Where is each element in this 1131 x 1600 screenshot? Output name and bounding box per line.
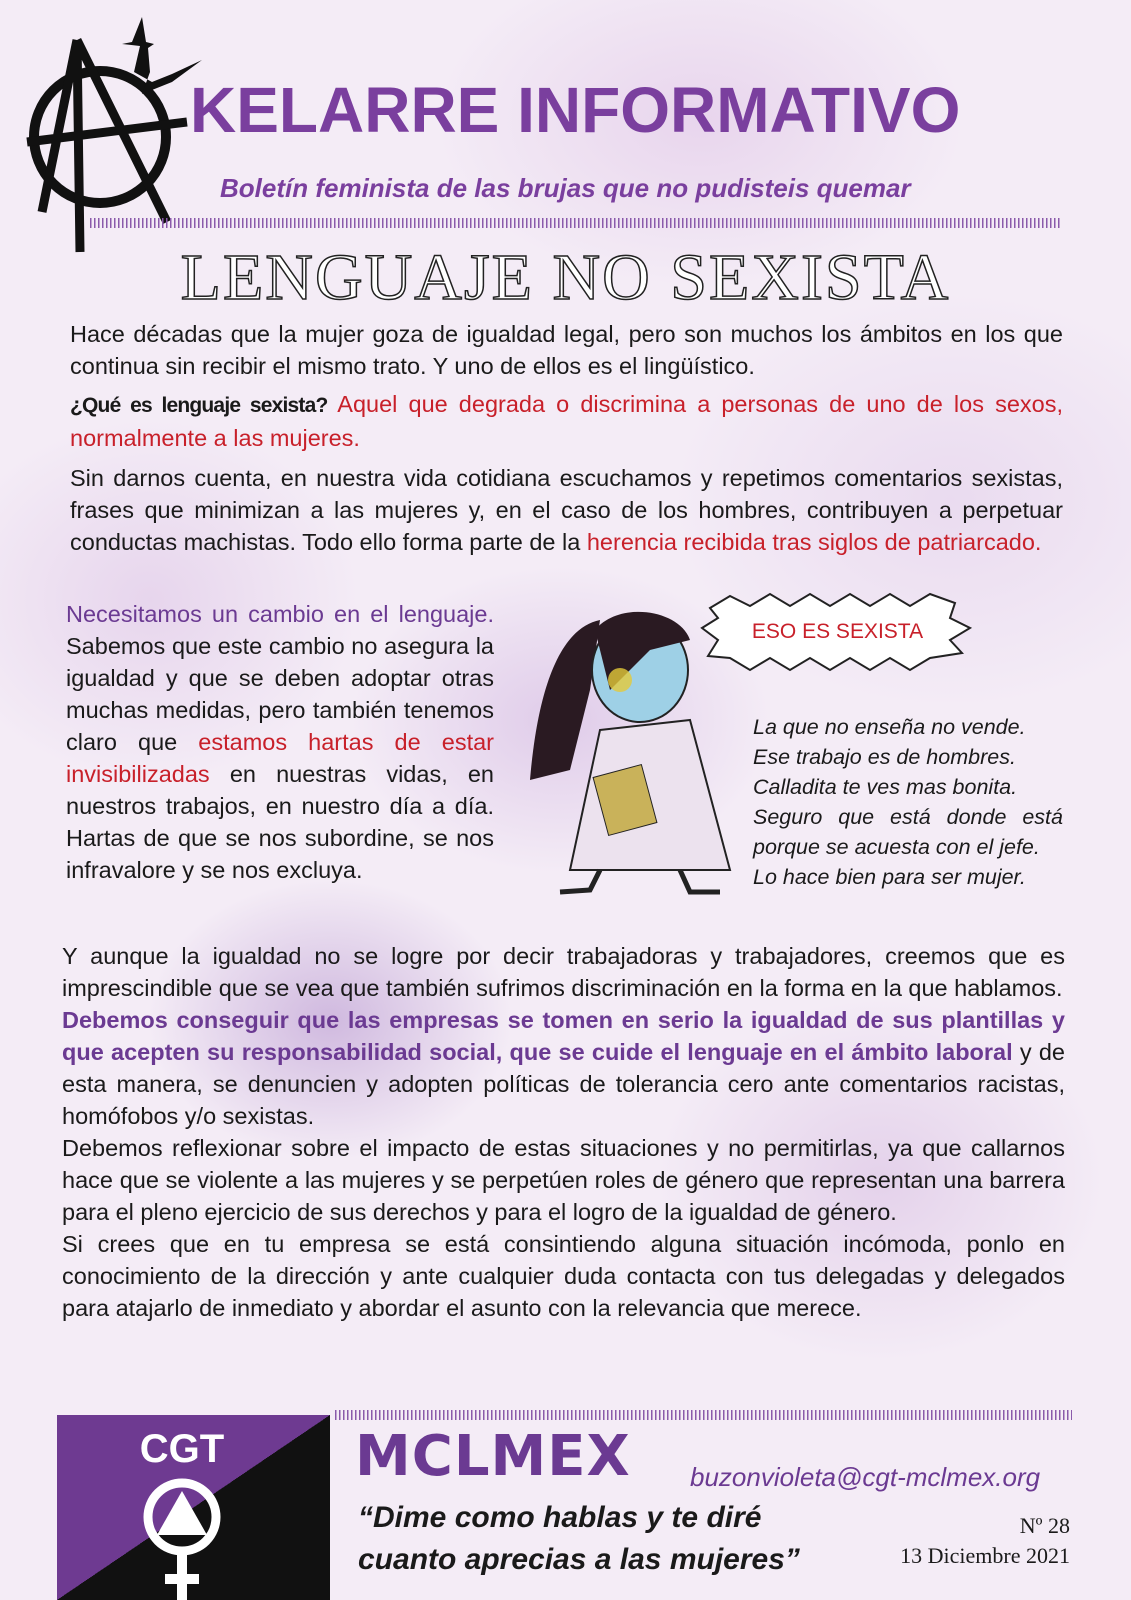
phrase: Seguro que está donde está porque se acuesta con el jefe. [753, 805, 1063, 859]
text: en nuestras vidas, en nuestros trabajos, en nuestro día a día. Hartas de que se nos subordine, se nos infravalore y se nos excluya. [66, 761, 494, 883]
paragraph-definition [70, 388, 1063, 454]
footer-divider [335, 1410, 1072, 1420]
paragraph: Debemos reflexionar sobre el impacto de estas situaciones y no permitirlas, ya que callarnos hace que se violente a las mujeres y se perpetúen roles de género que representan una barrera para el pleno ejercicio de sus derechos y para el logro de la igualdad de género. [62, 1135, 1065, 1225]
issue-number: Nº 28 [1019, 1513, 1070, 1538]
quote-line: cuanto aprecias a las mujeres” [358, 1543, 800, 1576]
question: ¿Qué es lenguaje sexista? [70, 394, 328, 417]
cgt-logo [57, 1415, 330, 1600]
quote-line: “Dime como hablas y te diré [358, 1501, 762, 1534]
contact-email[interactable]: buzonvioleta@cgt-mclmex.org [690, 1462, 1041, 1492]
highlight: herencia recibida tras siglos de patriarcado. [586, 529, 1042, 555]
phrase: Calladita te ves mas bonita. [753, 775, 1018, 799]
footer-quote [358, 1497, 878, 1581]
phrase: Ese trabajo es de hombres. [753, 745, 1016, 769]
cgt-label: CGT [139, 1427, 225, 1471]
article-heading: LENGUAJE NO SEXISTA [180, 241, 951, 314]
divider [90, 218, 1062, 228]
issue-date: 13 Diciembre 2021 [900, 1543, 1070, 1568]
bubble-text: ESO ES SEXISTA [751, 620, 924, 643]
phrase: Lo hace bien para ser mujer. [753, 865, 1026, 889]
feminist-symbol-icon [137, 1477, 227, 1600]
paragraphs-conclusion [62, 940, 1065, 1324]
paragraph-heritage [70, 462, 1063, 558]
text: Sin darnos cuenta, en nuestra vida cotidiana escuchamos y repetimos comentarios sexistas, frases que minimizan a las mujeres y, en el caso de los hombres, contribuyen a perpetuar conductas machistas. Todo ello forma parte de la [70, 465, 1063, 555]
paragraph: Si crees que en tu empresa se está consintiendo alguna situación incómoda, ponlo en conocimiento de la dirección y ante cualquier duda contacta con tus delegadas y delegados para atajarlo de inmediato y abordar el asunto con la relevancia que merece. [62, 1231, 1065, 1321]
sexist-phrases-list [753, 712, 1063, 892]
highlight: Debemos conseguir que las empresas se tomen en serio la igualdad de sus plantillas y que acepten su responsabilidad social, que se cuide el lenguaje en el ámbito laboral [62, 1007, 1065, 1065]
phrase: La que no enseña no vende. [753, 715, 1026, 739]
paragraph: Y aunque la igualdad no se logre por decir trabajadoras y trabajadores, creemos que es imprescindible que se vea que también sufrimos discriminación en la forma en la que hablamos. [62, 943, 1065, 1001]
text: Sabemos que este cambio no asegura la igualdad y que se deben adoptar otras muchas medidas, pero también tenemos claro que [66, 633, 494, 755]
newsletter-subtitle: Boletín feminista de las brujas que no pudisteis quemar [220, 173, 911, 203]
paragraph [62, 1004, 1065, 1132]
newsletter-title: KELARRE INFORMATIVO [190, 74, 961, 146]
paragraph-change [66, 598, 494, 886]
paragraph-intro: Hace décadas que la mujer goza de igualdad legal, pero son muchos los ámbitos en los que continua sin recibir el mismo trato. Y uno de ellos es el lingüístico. [70, 321, 1063, 379]
highlight: estamos hartas de estar invisibilizadas [66, 729, 494, 787]
answer: Aquel que degrada o discrimina a personas de uno de los sexos, normalmente a las mujeres. [70, 391, 1063, 451]
text: y de esta manera, se denuncien y adopten políticas de tolerancia cero ante comentarios racistas, homófobos y/o sexistas. [62, 1039, 1065, 1129]
section-name: MCLMEX [355, 1424, 631, 1489]
highlight: Necesitamos un cambio en el lenguaje. [66, 601, 494, 627]
